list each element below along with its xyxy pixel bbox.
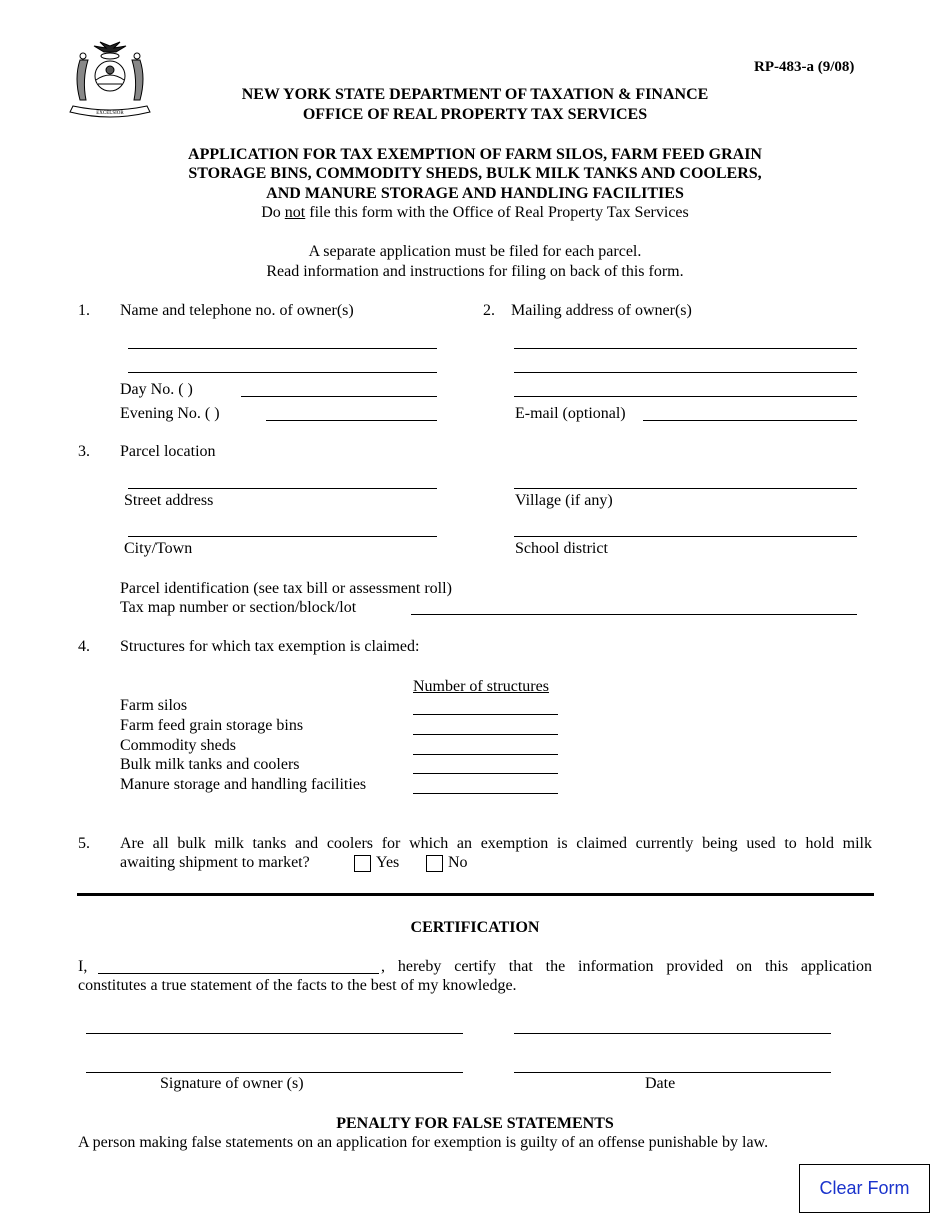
- section-2-number: 2.: [483, 302, 495, 319]
- evening-phone-line: [266, 420, 437, 421]
- mailing-address-line-2: [514, 372, 857, 373]
- milk-tanks-question-cont: awaiting shipment to market?: [120, 854, 310, 871]
- village-label: Village (if any): [515, 492, 613, 509]
- village-line: [514, 488, 857, 489]
- form-id: RP-483-a (9/08): [754, 59, 855, 75]
- signature-line-2: [86, 1072, 463, 1073]
- form-title-line2: STORAGE BINS, COMMODITY SHEDS, BULK MILK TANKS AND COOLERS,: [188, 165, 762, 182]
- mailing-address-line-1: [514, 348, 857, 349]
- commodity-sheds-count-input[interactable]: [413, 736, 558, 754]
- yes-label: Yes: [376, 854, 400, 871]
- owner-name-input-2[interactable]: [128, 354, 437, 372]
- farm-silos-count-input[interactable]: [413, 696, 558, 714]
- structure-count-line: [413, 793, 558, 794]
- city-town-label: City/Town: [124, 540, 193, 557]
- tax-map-line: [411, 614, 857, 615]
- mailing-address-input-3[interactable]: [514, 378, 857, 396]
- evening-phone-label: Evening No. ( ): [120, 405, 220, 422]
- structure-row-label: Farm silos: [120, 697, 188, 714]
- date-line-1: [514, 1033, 831, 1034]
- street-address-label: Street address: [124, 492, 214, 509]
- street-address-input[interactable]: [128, 470, 437, 488]
- instructions-note: Read information and instructions for filing on back of this form.: [266, 263, 684, 280]
- day-phone-label: Day No. ( ): [120, 381, 193, 398]
- date-line-2: [514, 1072, 831, 1073]
- section-5-number: 5.: [78, 835, 90, 852]
- signature-label: Signature of owner (s): [160, 1075, 304, 1092]
- section-3-number: 3.: [78, 443, 90, 460]
- certification-text-line1: , hereby certify that the information provided on this application: [381, 958, 872, 975]
- certification-heading: CERTIFICATION: [410, 919, 540, 936]
- yes-checkbox[interactable]: [354, 855, 371, 872]
- school-district-label: School district: [515, 540, 608, 557]
- separate-application-note: A separate application must be filed for each parcel.: [308, 243, 642, 260]
- village-input[interactable]: [514, 470, 857, 488]
- structure-row-label: Farm feed grain storage bins: [120, 717, 304, 734]
- email-line: [643, 420, 857, 421]
- email-label: E-mail (optional): [515, 405, 626, 422]
- day-phone-input[interactable]: [241, 378, 437, 396]
- day-phone-line: [241, 396, 437, 397]
- form-title-line1: APPLICATION FOR TAX EXEMPTION OF FARM SILOS, FARM FEED GRAIN: [188, 146, 762, 163]
- signature-line-1: [86, 1033, 463, 1034]
- owner-name-input-1[interactable]: [128, 330, 437, 348]
- date-input-2[interactable]: [514, 1054, 831, 1072]
- certify-i-label: I,: [78, 958, 88, 975]
- manure-facilities-count-input[interactable]: [413, 775, 558, 793]
- no-checkbox[interactable]: [426, 855, 443, 872]
- section-divider: [77, 893, 874, 896]
- certifier-name-line: [98, 973, 379, 974]
- date-label: Date: [645, 1075, 676, 1092]
- agency-name: NEW YORK STATE DEPARTMENT OF TAXATION & FINANCE: [241, 86, 709, 103]
- number-of-structures-header: Number of structures: [413, 678, 549, 695]
- penalty-heading: PENALTY FOR FALSE STATEMENTS: [336, 1115, 614, 1132]
- form-title-line3: AND MANURE STORAGE AND HANDLING FACILITIES: [266, 185, 684, 202]
- email-input[interactable]: [643, 402, 857, 420]
- school-district-line: [514, 536, 857, 537]
- milk-tanks-question: Are all bulk milk tanks and coolers for which an exemption is claimed currently being used to hold milk: [120, 835, 872, 852]
- svg-text:EXCELSIOR: EXCELSIOR: [96, 111, 124, 116]
- structure-count-line: [413, 773, 558, 774]
- owner-name-label: Name and telephone no. of owner(s): [120, 302, 354, 319]
- section-4-number: 4.: [78, 638, 90, 655]
- mailing-address-line-3: [514, 396, 857, 397]
- mailing-address-label: Mailing address of owner(s): [511, 302, 692, 319]
- mailing-address-input-2[interactable]: [514, 354, 857, 372]
- tax-map-input[interactable]: [411, 596, 857, 614]
- section-1-number: 1.: [78, 302, 90, 319]
- owner-name-line-1: [128, 348, 437, 349]
- filing-notice: Do not file this form with the Office of Real Property Tax Services: [261, 204, 689, 221]
- school-district-input[interactable]: [514, 518, 857, 536]
- no-label: No: [448, 854, 468, 871]
- structure-row-label: Commodity sheds: [120, 737, 237, 754]
- structures-label: Structures for which tax exemption is claimed:: [120, 638, 420, 655]
- structure-count-line: [413, 714, 558, 715]
- signature-input-1[interactable]: [86, 1015, 463, 1033]
- street-address-line: [128, 488, 437, 489]
- city-town-line: [128, 536, 437, 537]
- parcel-location-label: Parcel location: [120, 443, 216, 460]
- certifier-name-input[interactable]: [98, 955, 379, 973]
- date-input-1[interactable]: [514, 1015, 831, 1033]
- certification-text-line2: constitutes a true statement of the facts to the best of my knowledge.: [78, 977, 517, 994]
- penalty-text: A person making false statements on an application for exemption is guilty of an offense punishable by law.: [78, 1134, 769, 1151]
- structure-row-label: Manure storage and handling facilities: [120, 776, 367, 793]
- mailing-address-input-1[interactable]: [514, 330, 857, 348]
- structure-count-line: [413, 734, 558, 735]
- parcel-identification-label: Parcel identification (see tax bill or assessment roll): [120, 580, 452, 597]
- clear-form-button[interactable]: Clear Form: [799, 1164, 930, 1213]
- signature-input-2[interactable]: [86, 1054, 463, 1072]
- evening-phone-input[interactable]: [266, 402, 437, 420]
- grain-bins-count-input[interactable]: [413, 716, 558, 734]
- office-name: OFFICE OF REAL PROPERTY TAX SERVICES: [302, 106, 648, 123]
- milk-tanks-count-input[interactable]: [413, 755, 558, 773]
- tax-map-label: Tax map number or section/block/lot: [120, 599, 357, 616]
- structure-row-label: Bulk milk tanks and coolers: [120, 756, 300, 773]
- owner-name-line-2: [128, 372, 437, 373]
- city-town-input[interactable]: [128, 518, 437, 536]
